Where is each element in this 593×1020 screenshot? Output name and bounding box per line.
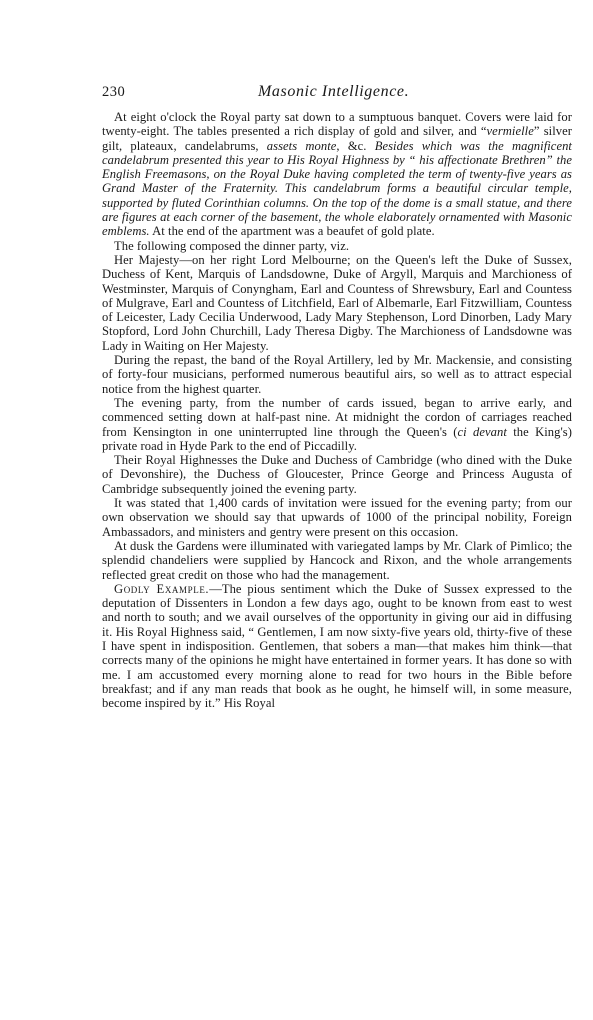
italic-term: ci devant (457, 424, 507, 439)
italic-term: assets monte (266, 138, 337, 153)
page-header (102, 84, 572, 110)
text-run: At the end of the apartment was a beaufet of gold plate. (149, 224, 435, 239)
paragraph-banquet (102, 110, 572, 239)
paragraph-repast: During the repast, the band of the Royal Artillery, led by Mr. Mackensie, and consisting of forty-four musicians, performed numerous beautiful airs, so well as to attract especial notice from the highest quarter. (102, 353, 572, 396)
italic-term: vermielle (486, 124, 534, 139)
paragraph-royal-highnesses: Their Royal Highnesses the Duke and Duchess of Cambridge (who dined with the Duke of Devonshire), the Duchess of Gloucester, Prince George and Princess Augusta of Cambridge subsequently joined the evening party. (102, 453, 572, 496)
running-title: Masonic Intelligence. (258, 83, 410, 100)
text-run: —The pious sentiment which the Duke of Sussex expressed to the deputation of Dissenters in London a few days ago, ought to be known from east to west and north to south; and we avail ourselves of the opportunity in giving our aid in diffusing it. His Royal Highness said, “ Gentlemen, I am now sixty-five years old, thirty-five of these I have spent in indisposition. Gentlemen, that sobers a man—that makes him think—that corrects many of the opinions he might have entertained in former years. It has done so with me. I am accustomed every morning alone to read for two hours in the Bible before breakfast; and if any man reads that book as he ought, he himself will, in some measure, become inspired by it.” His Royal (102, 581, 572, 711)
text-run: , &c. (336, 138, 375, 153)
article-body (102, 110, 572, 710)
book-page (102, 84, 572, 710)
section-heading: Godly Example. (114, 581, 210, 596)
page-number: 230 (102, 84, 126, 100)
paragraph-evening-party (102, 396, 572, 453)
text-run: ” silver gilt, plateaux, candelabrums, (102, 124, 572, 153)
paragraph-gardens: At dusk the Gardens were illuminated with variegated lamps by Mr. Clark of Pimlico; the splendid chandeliers were supplied by Hancock and Rixon, and the whole arrangements reflected great credit on those who had the management. (102, 538, 572, 582)
text-run: The evening party, from the number of cards issued, began to arrive early, and commenced setting down at half-past nine. At midnight the cordon of carriages reached from Kensington in one uninterrupted line through the Queen's ( (102, 395, 572, 439)
text-run: the King's) private road in Hyde Park to the end of Piccadilly. (102, 424, 572, 453)
italic-passage: Besides which was the magnificent candelabrum presented this year to His Royal Highness by “ his affectionate Brethren” the English Freemasons, on the Royal Duke having completed the term of twenty-five years as Grand Master of the Fraternity. This candelabrum forms a beautiful circular temple, supported by fluted Corinthian columns. On the top of the dome is a small statue, and there are figures at each corner of the basement, the whole elaborately ornamented with Masonic emblems. (102, 138, 572, 239)
paragraph-dinner-party-intro: The following composed the dinner party, viz. (114, 238, 350, 253)
paragraph-invitations: It was stated that 1,400 cards of invitation were issued for the evening party; from our own observation we should say that upwards of 1000 of the principal nobility, Foreign Ambassadors, and ministers and gentry were present on this occasion. (102, 496, 572, 539)
text-run: At eight o'clock the Royal party sat down to a sumptuous banquet. Covers were laid for twenty-eight. The tables presented a rich display of gold and silver, and “ (102, 110, 572, 139)
paragraph-guest-list: Her Majesty—on her right Lord Melbourne; on the Queen's left the Duke of Sussex, Duchess of Kent, Marquis of Landsdowne, Duke of Argyll, Marquis and Marchioness of Westminster, Marquis of Conyngham, Earl and Countess of Shrewsbury, Earl and Countess of Mulgrave, Earl and Countess of Litchfield, Earl of Albemarle, Earl Fitzwilliam, Countess of Leicester, Lady Cecilia Underwood, Lady Mary Stephenson, Lord Dinorben, Lady Mary Stopford, Lord John Churchill, Lady Theresa Digby. The Marchioness of Landsdowne was Lady in Waiting on Her Majesty. (102, 252, 572, 353)
paragraph-godly-example (102, 582, 572, 711)
